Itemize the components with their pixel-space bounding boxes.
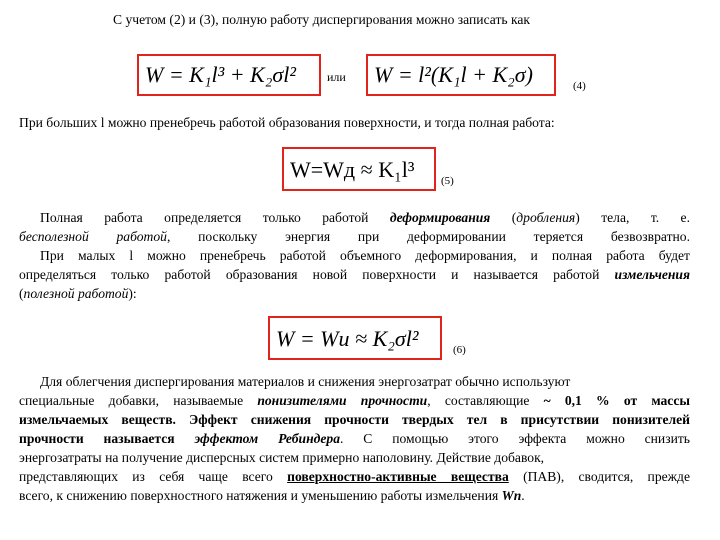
para1-line4-a: определяться только работой образования новой поверхности и называется работой: [19, 267, 615, 282]
para1-line5: [19, 285, 137, 303]
equation-5-label: (5): [441, 175, 454, 187]
para2-line5: энергозатраты на получение дисперсных систем примерно наполовину. Действие добавок,: [19, 450, 545, 465]
equation-4-label: (4): [573, 80, 586, 92]
para2-line6: [19, 468, 690, 486]
para1-line1-a: Полная работа определяется только работой: [40, 210, 390, 225]
eq5-text: W=Wд ≈ K₁l³: [290, 157, 415, 182]
equation-4-left-box: [137, 54, 321, 96]
term-crushing: дробления: [516, 210, 576, 225]
para2-line2-c: , составляющие: [427, 393, 544, 408]
equation-6-box: [268, 316, 442, 360]
para2-line6-a: представляющих из себя чаще всего: [19, 469, 288, 484]
eq4-right-text: W = l²(K₁l + K₂σ): [374, 62, 533, 87]
para2-line3-b: . Эффект снижения прочности твердых тел в присутствии понизителей: [172, 412, 690, 427]
para2-line7-c: .: [521, 488, 525, 503]
term-useful-work: полезной работой: [23, 286, 129, 301]
para2-line2: [19, 392, 690, 410]
equation-5-box: [282, 147, 436, 191]
eq4-left-text: W = K₁l³ + K₂σl²: [145, 62, 296, 87]
equation-5-formula: [284, 149, 434, 189]
equation-6-formula: [270, 318, 440, 358]
term-useless-work: бесполезной работой: [19, 229, 167, 244]
sentence-large-l: При больших l можно пренебречь работой образования поверхности, и тогда полная работа:: [19, 115, 555, 130]
para2-line3-a: измельчаемых веществ: [19, 412, 173, 427]
para1-line5-a: (: [19, 286, 24, 301]
para2-line4: [19, 430, 690, 448]
para2-line4-c: . С помощью этого эффекта можно снизить: [340, 431, 690, 446]
equation-4-right-box: [366, 54, 556, 96]
equation-4-right-formula: [368, 56, 554, 94]
mass-fraction: ~ 0,1 % от массы: [543, 393, 690, 408]
para1-line1-c: (: [490, 210, 517, 225]
para1-line3: При малых l можно пренебречь работой объемного деформирования, и полная работа будет: [40, 248, 690, 263]
para2-line7-a: всего, к снижению поверхностного натяжения и уменьшению работы измельчения: [19, 488, 502, 503]
para2-line6-c: (ПАВ), сводится, прежде: [508, 469, 690, 484]
equation-6-label: (6): [453, 344, 466, 356]
term-surfactants: поверхностно-активные вещества: [287, 469, 509, 484]
term-deformation: деформирования: [389, 210, 491, 225]
para2-line4-a: прочности называется: [19, 431, 195, 446]
term-grinding: измельчения: [614, 267, 690, 282]
para2-line7: [19, 487, 525, 505]
eq6-text: W = Wи ≈ K₂σl²: [276, 326, 419, 351]
para1-line2-b: , поскольку энергия при деформировании теряется безвозвратно.: [166, 229, 690, 244]
para1-line1-e: ) тела, т. е.: [575, 210, 690, 225]
para2-line3: [19, 411, 690, 429]
term-rehbinder-effect: эффектом Ребиндера: [194, 431, 341, 446]
para1-line1: [40, 209, 690, 227]
equation-4-left-formula: [139, 56, 319, 94]
para1-line2: [19, 228, 690, 246]
intro-text: С учетом (2) и (3), полную работу диспергирования можно записать как: [113, 12, 531, 27]
equation-4-connector: или: [327, 70, 346, 84]
para1-line4: [19, 266, 690, 284]
term-wp: Wп: [501, 488, 522, 503]
para2-line2-a: специальные добавки, называемые: [19, 393, 258, 408]
para1-line5-c: ):: [128, 286, 137, 301]
term-strength-reducers: понизителями прочности: [257, 393, 428, 408]
para2-line1: Для облегчения диспергирования материалов и снижения энергозатрат обычно используют: [40, 374, 571, 389]
